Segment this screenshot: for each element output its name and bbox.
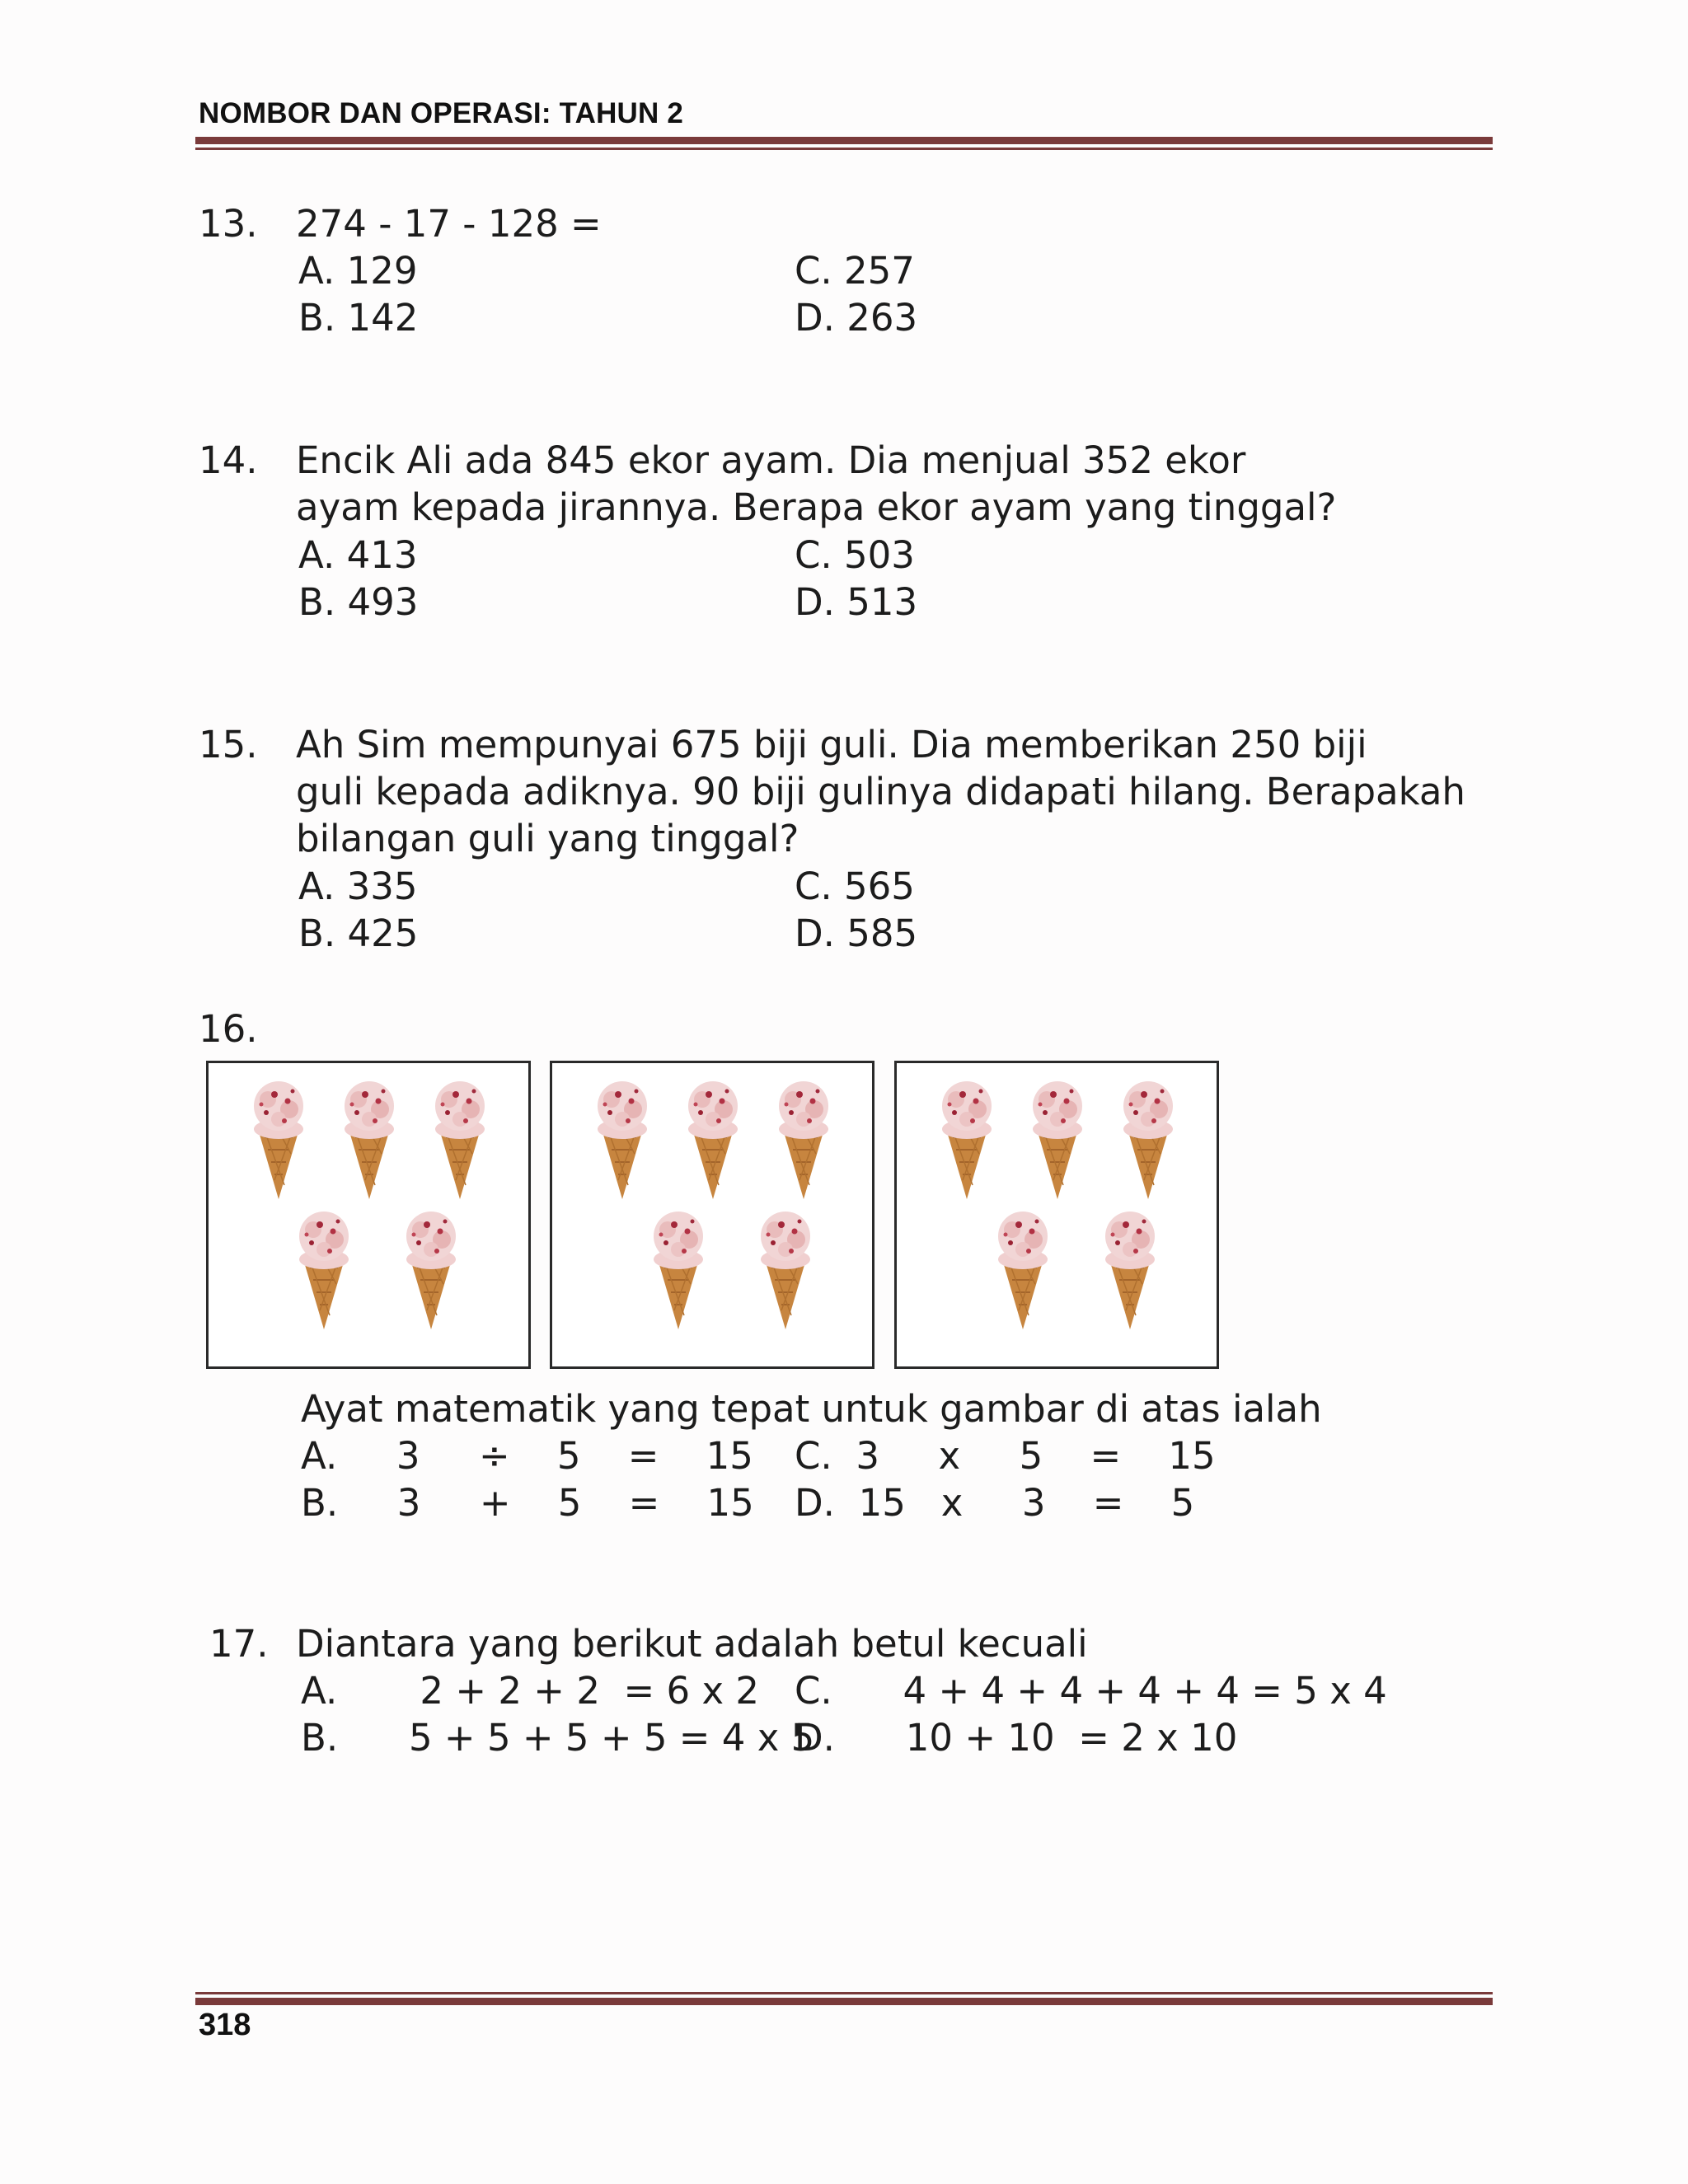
header-title: NOMBOR DAN OPERASI: TAHUN 2 [199, 97, 684, 129]
question-text-line-2: ayam kepada jirannya. Berapa ekor ayam yang tinggal? [296, 485, 1337, 529]
question-number: 14. [199, 438, 258, 482]
ice-cream-cone-icon [394, 1202, 468, 1333]
option-c[interactable]: C. 503 [795, 533, 915, 577]
ice-cream-cone-icon [1093, 1202, 1167, 1333]
ice-cream-cone-icon [287, 1202, 361, 1333]
option-a[interactable]: A. 335 [298, 865, 418, 908]
question-14 [199, 437, 1484, 536]
question-number: 17. [209, 1622, 269, 1666]
option-b[interactable]: B. 5 + 5 + 5 + 5 = 4 x 5 [301, 1716, 815, 1760]
question-text: Diantara yang berikut adalah betul kecuali [296, 1622, 1088, 1666]
question-13 [199, 200, 1484, 250]
header-rule [195, 137, 1493, 150]
option-a[interactable]: A. 3 ÷ 5 = 15 [301, 1434, 753, 1478]
picture-panel-1 [206, 1061, 531, 1369]
ice-cream-cone-icon [241, 1071, 316, 1203]
ice-cream-cone-icon [585, 1071, 659, 1203]
option-b[interactable]: B. 3 + 5 = 15 [301, 1481, 754, 1525]
option-b[interactable]: B. 142 [298, 296, 419, 340]
ice-cream-cone-icon [748, 1202, 823, 1333]
option-d[interactable]: D. 585 [795, 912, 918, 955]
option-c[interactable]: C. 565 [795, 865, 915, 908]
picture-panel-3 [894, 1061, 1219, 1369]
question-text: 274 - 17 - 128 = [296, 202, 602, 246]
footer-rule [195, 1992, 1493, 2005]
page-number: 318 [199, 2008, 251, 2042]
question-number: 16. [199, 1007, 258, 1051]
option-d[interactable]: D. 15 x 3 = 5 [795, 1481, 1195, 1525]
ice-cream-cone-icon [1111, 1071, 1185, 1203]
question-text-line-1: Encik Ali ada 845 ekor ayam. Dia menjual 352 ekor [296, 438, 1246, 482]
ice-cream-cone-icon [767, 1071, 841, 1203]
ice-cream-cone-icon [423, 1071, 497, 1203]
question-15 [199, 721, 1484, 869]
ice-cream-cone-icon [676, 1071, 750, 1203]
option-b[interactable]: B. 425 [298, 912, 419, 955]
question-number: 13. [199, 202, 258, 246]
ice-cream-cone-icon [1020, 1071, 1095, 1203]
option-a[interactable]: A. 2 + 2 + 2 = 6 x 2 [301, 1669, 760, 1713]
question-text-line-3: bilangan guli yang tinggal? [296, 817, 799, 860]
option-c[interactable]: C. 4 + 4 + 4 + 4 + 4 = 5 x 4 [795, 1669, 1387, 1713]
option-c[interactable]: C. 257 [795, 249, 915, 293]
ice-cream-cone-icon [641, 1202, 715, 1333]
question-text-line-1: Ah Sim mempunyai 675 biji guli. Dia memberikan 250 biji [296, 723, 1367, 766]
question-text: Ayat matematik yang tepat untuk gambar di atas ialah [301, 1387, 1322, 1431]
question-16 [199, 1005, 363, 1055]
question-number: 15. [199, 723, 258, 766]
option-b[interactable]: B. 493 [298, 580, 419, 624]
option-a[interactable]: A. 413 [298, 533, 418, 577]
picture-panel-2 [550, 1061, 874, 1369]
option-d[interactable]: D. 10 + 10 = 2 x 10 [795, 1716, 1238, 1760]
question-text-line-2: guli kepada adiknya. 90 biji gulinya didapati hilang. Berapakah [296, 770, 1465, 813]
ice-cream-cone-icon [986, 1202, 1060, 1333]
option-d[interactable]: D. 263 [795, 296, 918, 340]
option-d[interactable]: D. 513 [795, 580, 918, 624]
ice-cream-cone-icon [930, 1071, 1004, 1203]
question-17 [209, 1620, 1495, 1670]
option-c[interactable]: C. 3 x 5 = 15 [795, 1434, 1216, 1478]
ice-cream-cone-icon [332, 1071, 406, 1203]
option-a[interactable]: A. 129 [298, 249, 418, 293]
